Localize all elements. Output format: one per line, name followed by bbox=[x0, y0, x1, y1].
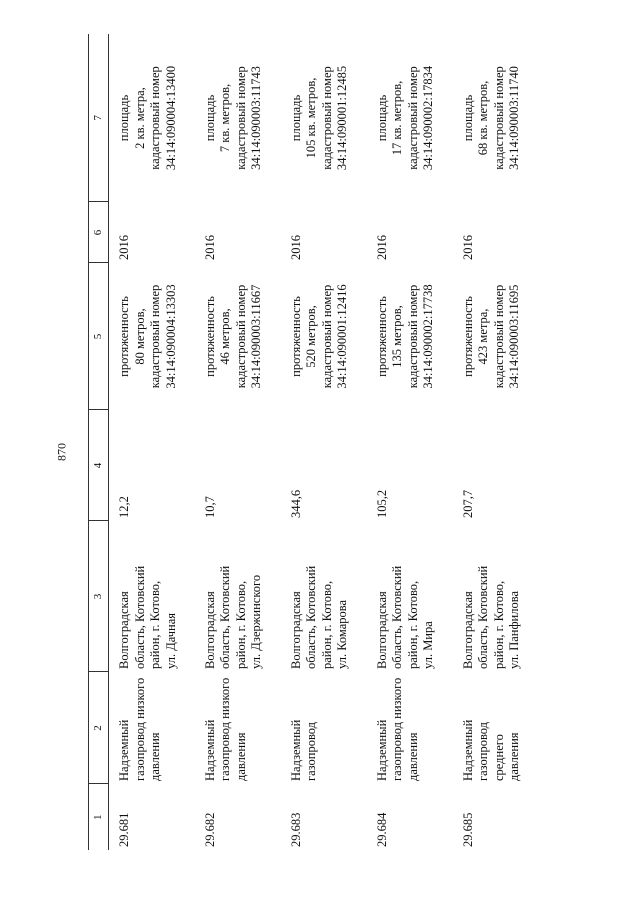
land-area: площадь 68 кв. метров, кадастровый номер 34:14:090003:11740 bbox=[460, 66, 522, 170]
table-row bbox=[453, 34, 539, 850]
header-col-5: 5 bbox=[89, 263, 109, 410]
row-number: 29.683 bbox=[288, 812, 303, 847]
object-year: 2016 bbox=[460, 235, 475, 260]
document-sheet bbox=[88, 34, 555, 850]
object-name: Надземный газопровод низкого давления bbox=[374, 677, 420, 781]
object-address: Волгоградская область, Котовский район, г. Котово, ул. Панфилова bbox=[460, 565, 522, 669]
object-value: 105,2 bbox=[374, 489, 389, 518]
object-extent: протяженность 423 метра, кадастровый номер 34:14:090003:11695 bbox=[460, 284, 522, 389]
object-value: 10,7 bbox=[202, 496, 217, 518]
property-registry-table bbox=[88, 34, 539, 850]
page-number bbox=[47, 432, 77, 472]
object-year: 2016 bbox=[288, 235, 303, 260]
header-col-3: 3 bbox=[89, 521, 109, 672]
header-col-7: 7 bbox=[89, 34, 109, 202]
object-address: Волгоградская область, Котовский район, г. Котово, ул. Дзержинского bbox=[202, 565, 264, 669]
object-value: 344,6 bbox=[288, 489, 303, 518]
object-year: 2016 bbox=[374, 235, 389, 260]
object-year: 2016 bbox=[117, 235, 131, 260]
header-col-2: 2 bbox=[89, 672, 109, 784]
table-row bbox=[367, 34, 453, 850]
object-year: 2016 bbox=[202, 235, 217, 260]
object-extent: протяженность 46 метров, кадастровый номер 34:14:090003:11667 bbox=[202, 284, 264, 389]
object-address: Волгоградская область, Котовский район, г. Котово, ул. Дачная bbox=[117, 565, 178, 669]
header-col-1: 1 bbox=[89, 784, 109, 850]
object-extent: протяженность 80 метров, кадастровый номер 34:14:090004:13303 bbox=[117, 284, 178, 389]
object-address: Волгоградская область, Котовский район, г. Котово, ул. Комарова bbox=[288, 565, 350, 669]
object-name: Надземный газопровод среднего давления bbox=[460, 719, 522, 781]
land-area: площадь 17 кв. метров, кадастровый номер 34:14:090002:17834 bbox=[374, 65, 436, 171]
land-area: площадь 105 кв. метров, кадастровый номер 34:14:090001:12485 bbox=[288, 65, 350, 171]
object-extent: протяженность 520 метров, кадастровый номер 34:14:090001:12416 bbox=[288, 284, 350, 389]
header-row bbox=[89, 34, 109, 850]
table-row bbox=[195, 34, 281, 850]
land-area: площадь 2 кв. метра, кадастровый номер 34:14:090004:13400 bbox=[117, 65, 178, 171]
header-col-4: 4 bbox=[89, 410, 109, 521]
table-header bbox=[89, 34, 109, 850]
table-body bbox=[109, 34, 539, 850]
object-name: Надземный газопровод низкого давления bbox=[202, 677, 248, 781]
row-number: 29.684 bbox=[374, 812, 389, 847]
row-number: 29.682 bbox=[202, 812, 217, 847]
object-name: Надземный газопровод низкого давления bbox=[117, 677, 163, 781]
object-extent: протяженность 135 метров, кадастровый номер 34:14:090002:17738 bbox=[374, 284, 436, 389]
rotated-table-container bbox=[88, 34, 555, 850]
header-col-6: 6 bbox=[89, 202, 109, 263]
table-row bbox=[281, 34, 367, 850]
table-row bbox=[109, 34, 195, 850]
object-address: Волгоградская область, Котовский район, г. Котово, ул. Мира bbox=[374, 565, 436, 669]
row-number: 29.681 bbox=[117, 812, 131, 847]
land-area: площадь 7 кв. метров, кадастровый номер 34:14:090003:11743 bbox=[202, 66, 264, 170]
page-number-text: 870 bbox=[54, 443, 69, 461]
object-value: 12,2 bbox=[117, 496, 131, 518]
object-name: Надземный газопровод bbox=[288, 719, 319, 781]
object-value: 207,7 bbox=[460, 489, 475, 518]
row-number: 29.685 bbox=[460, 812, 475, 847]
